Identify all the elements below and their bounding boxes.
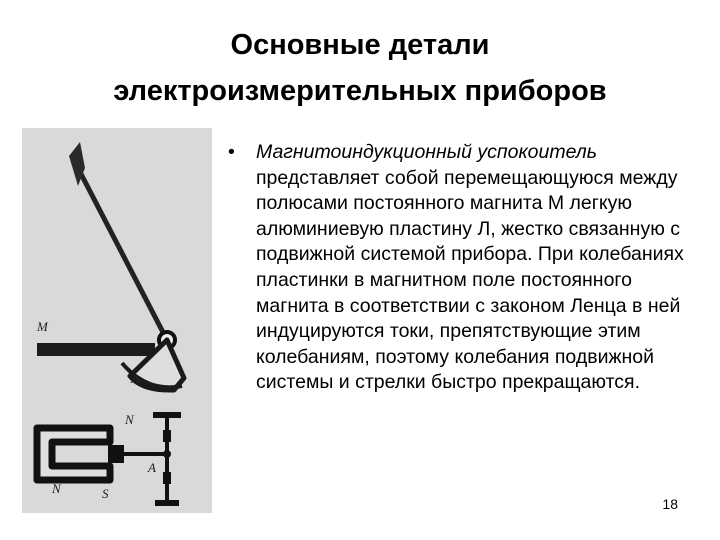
bullet-body: представляет собой перемещающуюся между полюсами постоянного магнита М легкую алюминиевую пластину Л, жестко связанную с подвижной системой прибора. При колебаниях пластинки в магнитном поле постоянного магнита в соответствии с законом Ленца в ней индуцируются токи, препятствующие этим колебаниям, поэтому колебания подвижной системы и стрелки быстро прекращаются. [256,166,684,394]
label-m-upper: M [37,319,48,334]
damper-illustration [22,128,212,513]
label-a-lower: A [148,460,156,475]
title-line-1: Основные детали [230,29,490,61]
bullet-term: Магнитоиндукционный успокоитель [256,141,598,163]
label-a-upper: A [131,371,139,386]
upper-magnet [37,343,155,356]
page-number: 18 [662,496,678,512]
bullet-item [228,140,698,396]
slide-title [0,22,720,114]
bullet-text [256,140,698,396]
bullet-icon: • [228,141,235,163]
label-n-lower: N [52,481,61,496]
label-s-lower: S [102,486,109,501]
label-n-upper: N [125,412,134,427]
title-line-2: электроизмерительных приборов [113,75,607,107]
